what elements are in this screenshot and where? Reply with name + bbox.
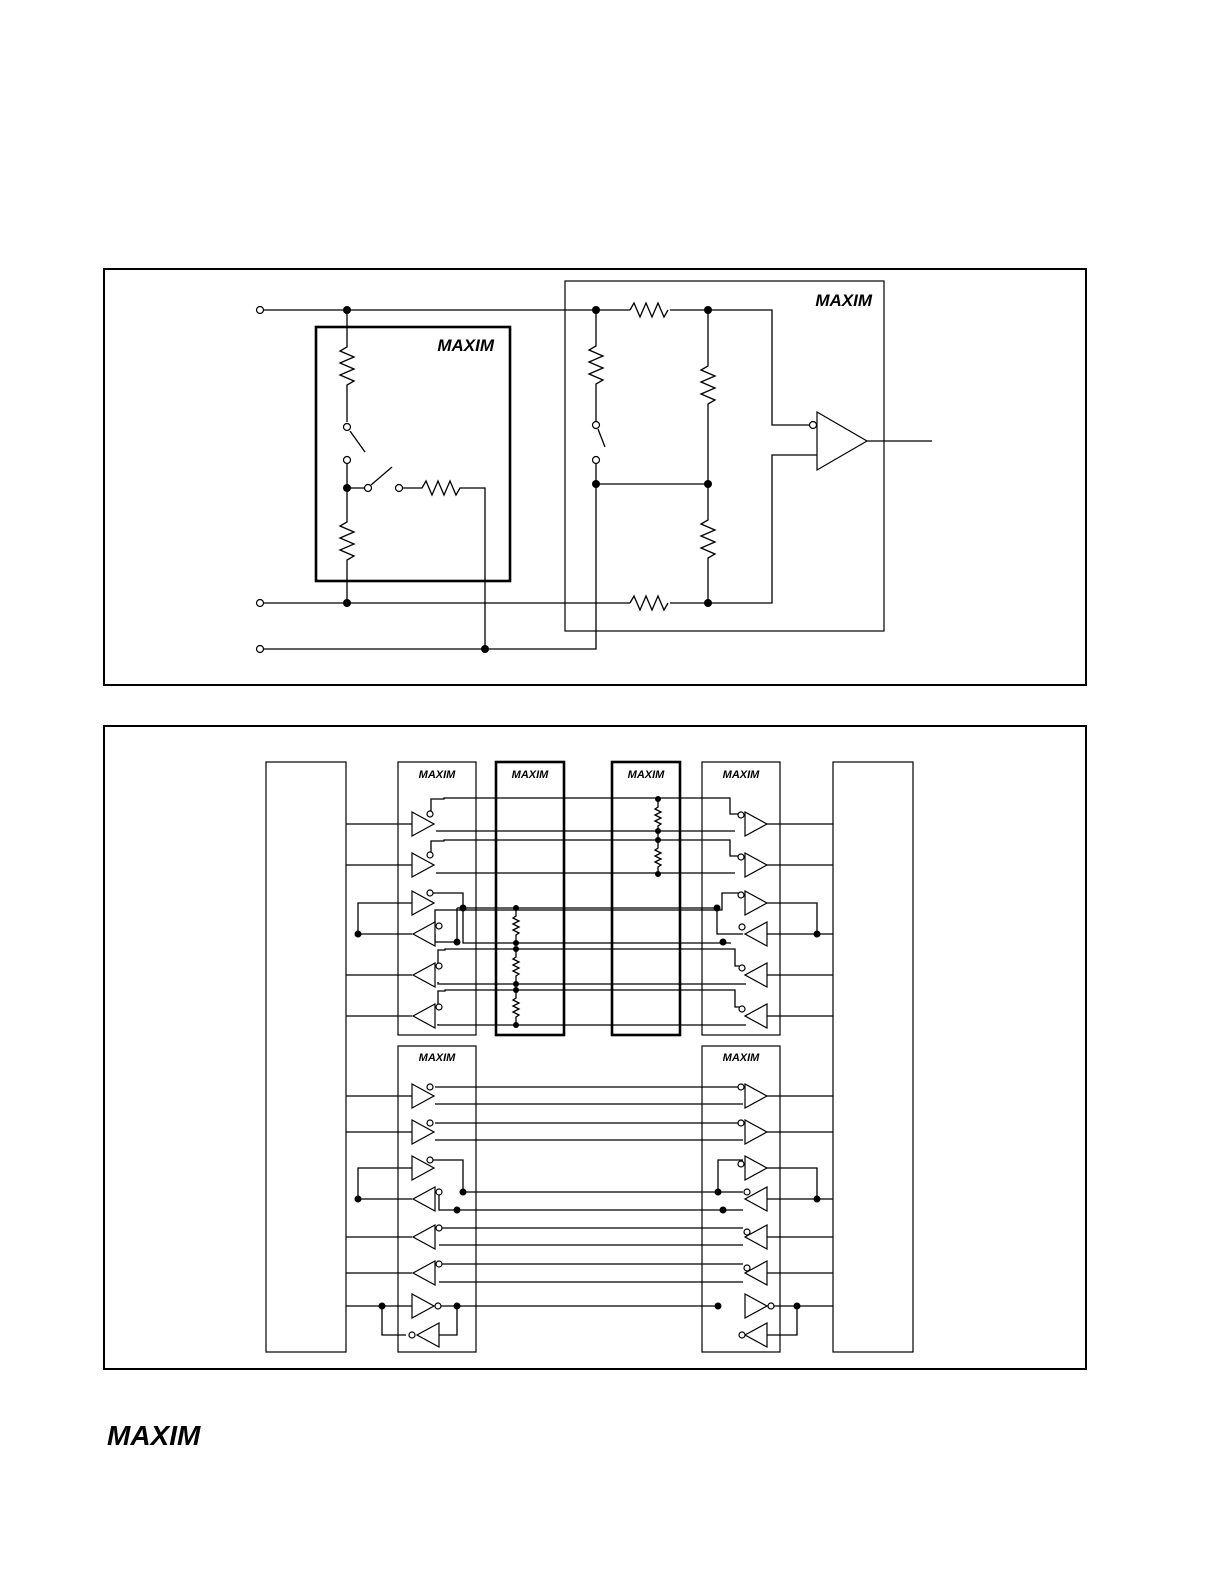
- line-pair-3b: [435, 908, 743, 942]
- terminator-box-right: [612, 762, 680, 1035]
- comparator-inverting-input: [810, 422, 817, 429]
- terminator-resistor-l1: [513, 908, 519, 943]
- switch-2-contact-a: [365, 485, 372, 492]
- logo-left-lower: MAXIM: [418, 1052, 456, 1064]
- line-pair-4b: [438, 982, 746, 984]
- switch-1-blade: [350, 431, 365, 452]
- wire-third-rail: [264, 484, 596, 649]
- logo-terminator-left: MAXIM: [511, 769, 549, 781]
- top-schematic: [105, 270, 1087, 686]
- right-lower-bidir-wires: [767, 1168, 833, 1199]
- lower-line-pair-6: [436, 1306, 718, 1335]
- right-ic-logo: MAXIM: [815, 291, 872, 310]
- terminator-box-left: [496, 762, 564, 1035]
- terminal-2: [257, 600, 264, 607]
- footer-logo-text: MAXIM: [107, 1420, 201, 1450]
- terminator-resistor-l2: [513, 949, 519, 984]
- top-schematic-figure: [103, 268, 1087, 686]
- right-upper-receivers: [738, 812, 767, 1028]
- junction-dots: [343, 306, 712, 653]
- terminal-1: [257, 307, 264, 314]
- right-lower-receivers: [738, 1084, 774, 1347]
- left-upper-bidir-wires: [358, 903, 412, 934]
- right-resistor-top-horizontal: [630, 303, 668, 317]
- left-upper-signal-wires: [346, 824, 412, 1016]
- switch-3-blade: [598, 429, 605, 447]
- left-lower-signal-wires: [346, 1096, 412, 1273]
- footer-maxim-logo: [107, 1420, 247, 1450]
- bottom-schematic: [105, 727, 1087, 1370]
- logo-right-upper: MAXIM: [722, 769, 760, 781]
- switch-2-blade: [371, 467, 392, 485]
- terminator-resistor-r2: [655, 840, 661, 874]
- comparator-amplifier: [817, 412, 867, 470]
- right-resistor-lower: [701, 484, 715, 603]
- logo-terminator-right: MAXIM: [627, 769, 665, 781]
- right-resistor-bottom-horizontal: [630, 596, 668, 610]
- left-resistor-horizontal: [403, 481, 485, 649]
- right-resistor-upper: [701, 310, 715, 484]
- right-lower-loop-wires: [767, 1306, 833, 1335]
- lower-line-pair-3: [431, 1160, 743, 1210]
- wire-switch-3-out: [596, 464, 708, 484]
- bottom-schematic-figure: [103, 725, 1087, 1370]
- right-resistor-left: [589, 310, 603, 421]
- logo-left-upper: MAXIM: [418, 769, 456, 781]
- logo-right-lower: MAXIM: [722, 1052, 760, 1064]
- right-upper-bidir-wires: [767, 903, 833, 934]
- lower-line-pair-2: [435, 1123, 743, 1140]
- switch-2-contact-b: [396, 485, 403, 492]
- switch-3-contact-a: [593, 422, 600, 429]
- switch-1-contact-b: [344, 457, 351, 464]
- lower-line-pair-1: [435, 1087, 743, 1104]
- right-lower-signal-wires: [767, 1096, 833, 1273]
- switch-1-contact-a: [344, 424, 351, 431]
- left-ic-logo: MAXIM: [437, 336, 494, 355]
- switch-3-contact-b: [593, 457, 600, 464]
- terminator-resistor-l3: [513, 990, 519, 1025]
- lower-line-pair-5: [439, 1264, 743, 1282]
- right-upper-signal-wires: [767, 824, 833, 1016]
- left-lower-loop-wires: [346, 1306, 412, 1335]
- left-lower-bidir-wires: [358, 1168, 412, 1199]
- line-pair-1a: [431, 798, 739, 814]
- line-pair-5b: [438, 1024, 746, 1025]
- terminal-3: [257, 646, 264, 653]
- line-pair-3: [431, 893, 743, 943]
- transceiver-box-left-upper: [398, 762, 476, 1035]
- left-system-box: [266, 762, 346, 1352]
- lower-line-pair-4: [439, 1228, 743, 1245]
- line-pair-5a: [438, 990, 743, 1007]
- right-system-box: [833, 762, 913, 1352]
- line-pair-2a: [431, 840, 739, 856]
- line-pair-4a: [438, 949, 743, 966]
